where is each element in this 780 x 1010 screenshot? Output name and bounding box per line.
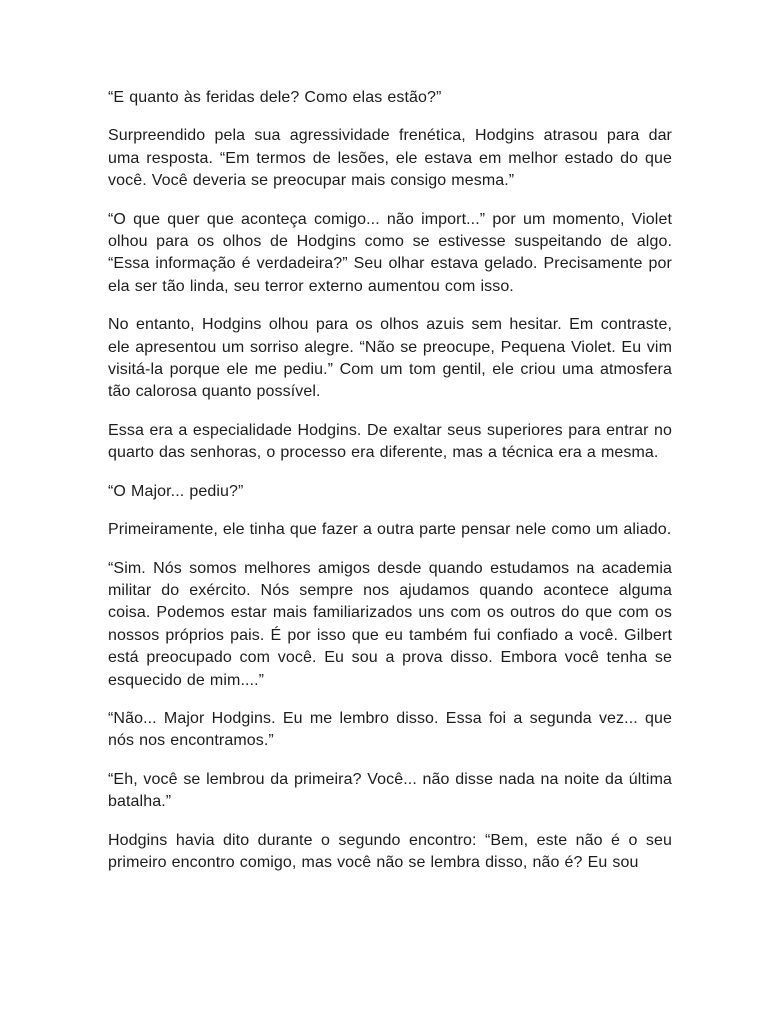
paragraph-ally: Primeiramente, ele tinha que fazer a outra parte pensar nele como um aliado. bbox=[108, 521, 672, 539]
paragraph-specialty: Essa era a especialidade Hodgins. De exaltar seus superiores para entrar no quarto das senhoras, o processo era diferente, mas a técnica era a mesma. bbox=[108, 421, 672, 462]
paragraph-hodgins-smile: No entanto, Hodgins olhou para os olhos azuis sem hesitar. Em contraste, ele apresentou um sorriso alegre. “Não se preocupe, Pequena Violet. Eu vim visitá-la porque ele me pediu.” Com um tom gentil, ele criou uma atmosfera tão calorosa quanto possível. bbox=[108, 316, 672, 401]
paragraph-dialogue-major: “O Major... pediu?” bbox=[108, 482, 244, 500]
paragraph-best-friends: “Sim. Nós somos melhores amigos desde quando estudamos na academia militar do exército. Nós sempre nos ajudamos quando acontece alguma coisa. Podemos estar mais familiarizados uns com os outros do que com os nossos próprios pais. É por isso que eu também fui confiado a você. Gilbert está preocupado com você. Eu sou a prova disso. Embora você tenha se esquecido de mim....” bbox=[108, 559, 672, 689]
paragraph-first-meeting: “Eh, você se lembrou da primeira? Você... não disse nada na noite da última batalha.” bbox=[108, 770, 672, 811]
paragraph-violet-suspicion: “O que quer que aconteça comigo... não import...” por um momento, Violet olhou para os olhos de Hodgins como se estivesse suspeitando de algo. “Essa informação é verdadeira?” Seu olhar estava gelado. Precisamente por ela ser tão linda, seu terror externo aumentou com isso. bbox=[108, 210, 672, 295]
paragraph-hodgins-response: Surpreendido pela sua agressividade frenética, Hodgins atrasou para dar uma resposta. “Em termos de lesões, ele estava em melhor estado do que você. Você deveria se preocupar mais consigo mesma.” bbox=[108, 127, 672, 190]
paragraph-second-time: “Não... Major Hodgins. Eu me lembro disso. Essa foi a segunda vez... que nós nos encontramos.” bbox=[108, 709, 672, 750]
paragraph-second-encounter: Hodgins havia dito durante o segundo encontro: “Bem, este não é o seu primeiro encontro comigo, mas você não se lembra disso, não é? Eu sou bbox=[108, 831, 672, 871]
paragraph-dialogue-wounds: “E quanto às feridas dele? Como elas estão?” bbox=[108, 89, 442, 106]
